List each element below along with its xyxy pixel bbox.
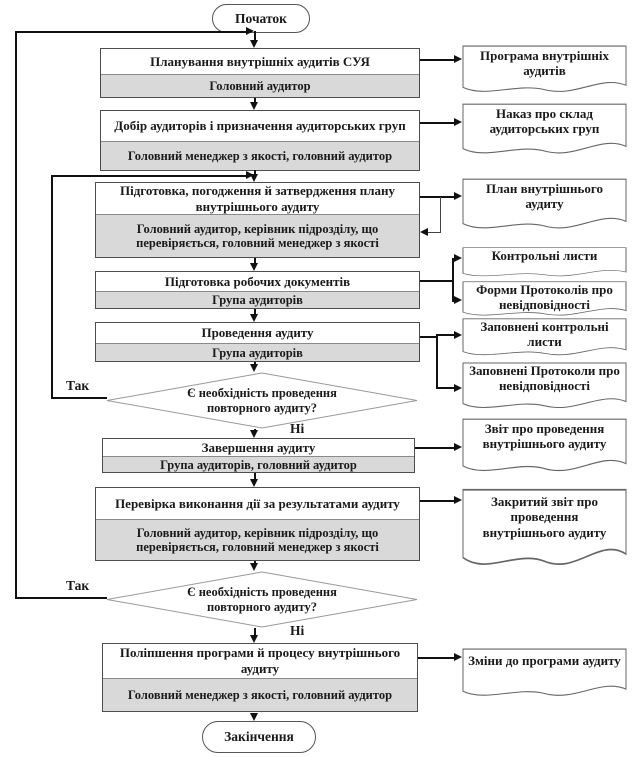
terminal-start-label: Початок: [235, 10, 287, 26]
terminal-end: [202, 721, 316, 753]
decision-text: Є необхідність проведення повторного аудиту?: [187, 584, 337, 614]
process-actor: Головний аудитор, керівник підрозділу, що перевіряється, головний менеджер з якості: [96, 519, 419, 560]
process-actor: Група аудиторів: [96, 291, 419, 308]
arrowhead-down: [250, 314, 258, 322]
branch-label-yes: Так: [66, 578, 90, 593]
document-text: План внутрішнього аудиту: [486, 181, 603, 212]
connector-line: [420, 59, 455, 61]
document-checklists: [462, 247, 627, 280]
document-text: Наказ про склад аудиторських груп: [489, 106, 600, 137]
connector-line: [436, 334, 438, 389]
document-closed-report: [462, 488, 627, 575]
connector-line: [415, 447, 454, 449]
process-title: Проведення аудиту: [96, 323, 419, 343]
document-program-changes: [462, 648, 627, 702]
arrowhead-right: [246, 171, 254, 179]
document-text: Заповнені контрольні листи: [480, 319, 609, 350]
process-box-audit-execution: [95, 322, 420, 362]
branch-label-no: Ні: [290, 421, 305, 436]
decision-text: Є необхідність проведення повторного аудиту?: [187, 385, 337, 415]
arrowhead-right: [454, 496, 462, 504]
terminal-start: [212, 4, 310, 33]
connector-line: [436, 387, 454, 389]
document-text: Зміни до програми аудиту: [468, 653, 621, 668]
feedback-line: [51, 175, 53, 399]
process-box-planning: [100, 48, 420, 98]
document-text: Заповнені Протоколи про невідповідності: [469, 363, 620, 394]
arrowhead-right: [454, 55, 462, 63]
process-title: Планування внутрішніх аудитів СУЯ: [101, 49, 419, 74]
document-audit-program: [462, 45, 627, 98]
arrowhead-down: [250, 263, 258, 271]
arrowhead-down: [250, 102, 258, 110]
arrowhead-down: [250, 40, 258, 48]
arrowhead-down: [250, 635, 258, 643]
arrowhead-right: [454, 192, 462, 200]
process-box-working-documents: [95, 271, 420, 309]
document-text: Форми Протоколів про невідповідності: [476, 282, 613, 313]
process-title: Добір аудиторів і призначення аудиторських груп: [101, 111, 419, 141]
feedback-line: [15, 31, 247, 33]
process-box-plan-preparation: [95, 182, 420, 258]
feedback-line: [51, 175, 247, 177]
process-actor: Група аудиторів, головний аудитор: [103, 456, 414, 472]
document-audit-report: [462, 418, 627, 478]
decision-repeat-audit-2: [105, 571, 419, 628]
process-title: Завершення аудиту: [103, 439, 414, 456]
document-group-order: [462, 103, 627, 160]
arrowhead-down: [250, 563, 258, 571]
terminal-end-label: Закінчення: [224, 729, 294, 744]
connector-line: [418, 657, 455, 659]
document-text: Звіт про проведення внутрішнього аудиту: [482, 421, 607, 452]
decision-repeat-audit-1: [105, 372, 419, 429]
arrowhead-left: [420, 228, 428, 236]
branch-label-yes: Так: [66, 378, 90, 393]
arrowhead-down: [250, 364, 258, 372]
document-filled-checklists: [462, 318, 627, 360]
return-line: [427, 232, 441, 233]
process-actor: Головний менеджер з якості, головний аудитор: [103, 678, 417, 711]
connector-line: [436, 334, 454, 336]
process-box-improvement: [102, 643, 418, 712]
process-box-audit-completion: [102, 438, 415, 473]
document-text: Контрольні листи: [491, 248, 598, 263]
arrowhead-right: [454, 118, 462, 126]
process-actor: Головний менеджер з якості, головний аудитор: [101, 141, 419, 170]
return-line: [440, 197, 441, 232]
document-text: Закритий звіт про проведення внутрішнього аудиту: [482, 494, 607, 540]
connector-line: [420, 336, 437, 338]
process-actor: Головний аудитор: [101, 74, 419, 97]
process-title: Поліпшення програми й процесу внутрішнього аудиту: [103, 644, 417, 678]
connector-line: [420, 196, 455, 198]
arrowhead-right: [246, 27, 254, 35]
branch-label-no: Ні: [290, 623, 305, 638]
arrowhead-right: [454, 384, 462, 392]
connector-line: [420, 122, 455, 124]
connector-line: [420, 500, 455, 502]
process-title: Підготовка, погодження й затвердження плану внутрішнього аудиту: [96, 183, 419, 214]
document-text: Програма внутрішніх аудитів: [480, 48, 609, 79]
arrowhead-right: [454, 296, 462, 304]
process-box-followup-check: [95, 487, 420, 561]
arrowhead-right: [454, 443, 462, 451]
process-actor: Група аудиторів: [96, 343, 419, 361]
document-filled-protocols: [462, 362, 627, 414]
feedback-line: [51, 397, 107, 399]
process-title: Перевірка виконання дії за результатами аудиту: [96, 488, 419, 519]
process-actor: Головний аудитор, керівник підрозділу, що перевіряється, головний менеджер з якості: [96, 214, 419, 257]
arrowhead-right: [454, 254, 462, 262]
arrowhead-right: [454, 653, 462, 661]
process-box-auditor-selection: [100, 110, 420, 171]
feedback-line: [15, 597, 107, 599]
document-audit-plan: [462, 178, 627, 235]
feedback-line: [15, 31, 17, 599]
process-title: Підготовка робочих документів: [96, 272, 419, 291]
connector-line: [420, 280, 453, 282]
arrowhead-down: [250, 713, 258, 721]
arrowhead-right: [454, 331, 462, 339]
arrowhead-down: [250, 430, 258, 438]
arrowhead-down: [250, 479, 258, 487]
document-protocol-forms: [462, 281, 627, 320]
